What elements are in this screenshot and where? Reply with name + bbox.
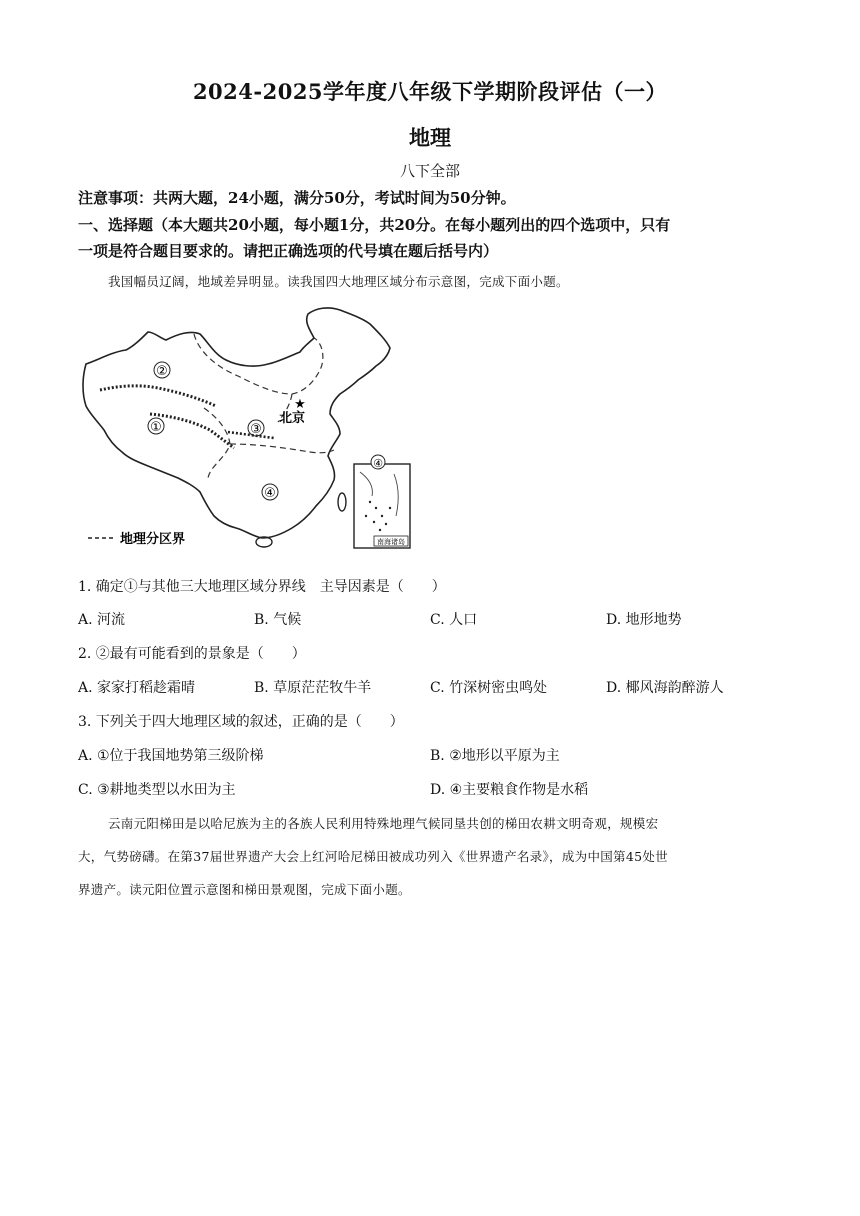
- question-2-option-c[interactable]: C. 竹深树密虫鸣处: [430, 680, 548, 696]
- question-1-option-c[interactable]: C. 人口: [430, 612, 478, 628]
- question-1-option-b[interactable]: B. 气候: [254, 612, 302, 628]
- region-3-label: [248, 420, 264, 437]
- question-2-option-b[interactable]: B. 草原茫茫牧牛羊: [254, 680, 372, 696]
- region-2-label: [154, 362, 170, 379]
- boundary-line: [230, 444, 334, 453]
- scope-subtitle: 八下全部: [399, 162, 460, 180]
- south-china-sea-inset: [354, 455, 410, 548]
- svg-text:①: ①: [150, 420, 162, 435]
- svg-text:③: ③: [250, 422, 262, 437]
- svg-text:②: ②: [156, 364, 168, 379]
- svg-text:南海诸岛: 南海诸岛: [377, 538, 405, 546]
- boundary-line: [204, 408, 230, 478]
- svg-text:④: ④: [373, 457, 383, 470]
- question-1-option-a[interactable]: A. 河流: [78, 612, 126, 628]
- notice: 注意事项：共两大题，24小题，满分50分，考试时间为50分钟。: [78, 189, 516, 207]
- section-heading-line1: 一、选择题（本大题共20小题，每小题1分，共20分。在每小题列出的四个选项中，只有: [78, 216, 671, 234]
- map-legend: [88, 531, 185, 547]
- subject-title: 地理: [409, 125, 451, 150]
- mountain-range-north: [100, 386, 216, 406]
- china-outline: [83, 308, 390, 538]
- question-3-option-c[interactable]: C. ③耕地类型以水田为主: [78, 782, 236, 798]
- china-regions-map: [78, 302, 418, 552]
- boundary-line: [194, 334, 323, 394]
- question-3-option-a[interactable]: A. ①位于我国地势第三级阶梯: [78, 748, 264, 764]
- question-2-option-a[interactable]: A. 家家打稻趁霜晴: [78, 680, 196, 696]
- question-2-stem: 2. ②最有可能看到的景象是（ ）: [78, 646, 306, 662]
- region-1-label: [148, 418, 164, 435]
- exam-title: 2024-2025学年度八年级下学期阶段评估（一）: [192, 79, 668, 104]
- intro-text-2-line3: 界遗产。读元阳位置示意图和梯田景观图，完成下面小题。: [78, 882, 411, 897]
- beijing-star-icon: ★: [294, 397, 306, 412]
- beijing-label: 北京: [278, 411, 306, 426]
- intro-text-1: 我国幅员辽阔，地域差异明显。读我国四大地理区域分布示意图，完成下面小题。: [108, 274, 569, 289]
- question-2-option-d[interactable]: D. 椰风海韵醉游人: [606, 680, 724, 696]
- svg-text:地理分区界: 地理分区界: [120, 532, 186, 547]
- svg-text:④: ④: [264, 486, 276, 501]
- question-3-option-d[interactable]: D. ④主要粮食作物是水稻: [430, 782, 589, 798]
- region-4-label: [262, 484, 278, 501]
- intro-text-2-line2: 大，气势磅礴。在第37届世界遗产大会上红河哈尼梯田被成功列入《世界遗产名录》，成为中国第45处世: [78, 849, 668, 864]
- question-3-option-b[interactable]: B. ②地形以平原为主: [430, 748, 560, 764]
- taiwan-island: [338, 493, 346, 511]
- intro-text-2-line1: 云南元阳梯田是以哈尼族为主的各族人民利用特殊地理气候同垦共创的梯田农耕文明奇观，规模宏: [108, 816, 659, 831]
- question-1-option-d[interactable]: D. 地形地势: [606, 612, 682, 628]
- question-1-stem: 1. 确定①与其他三大地理区域分界线 主导因素是（ ）: [78, 579, 446, 595]
- section-heading-line2: 一项是符合题目要求的。请把正确选项的代号填在题后括号内）: [78, 242, 499, 260]
- question-3-stem: 3. 下列关于四大地理区域的叙述，正确的是（ ）: [78, 714, 404, 730]
